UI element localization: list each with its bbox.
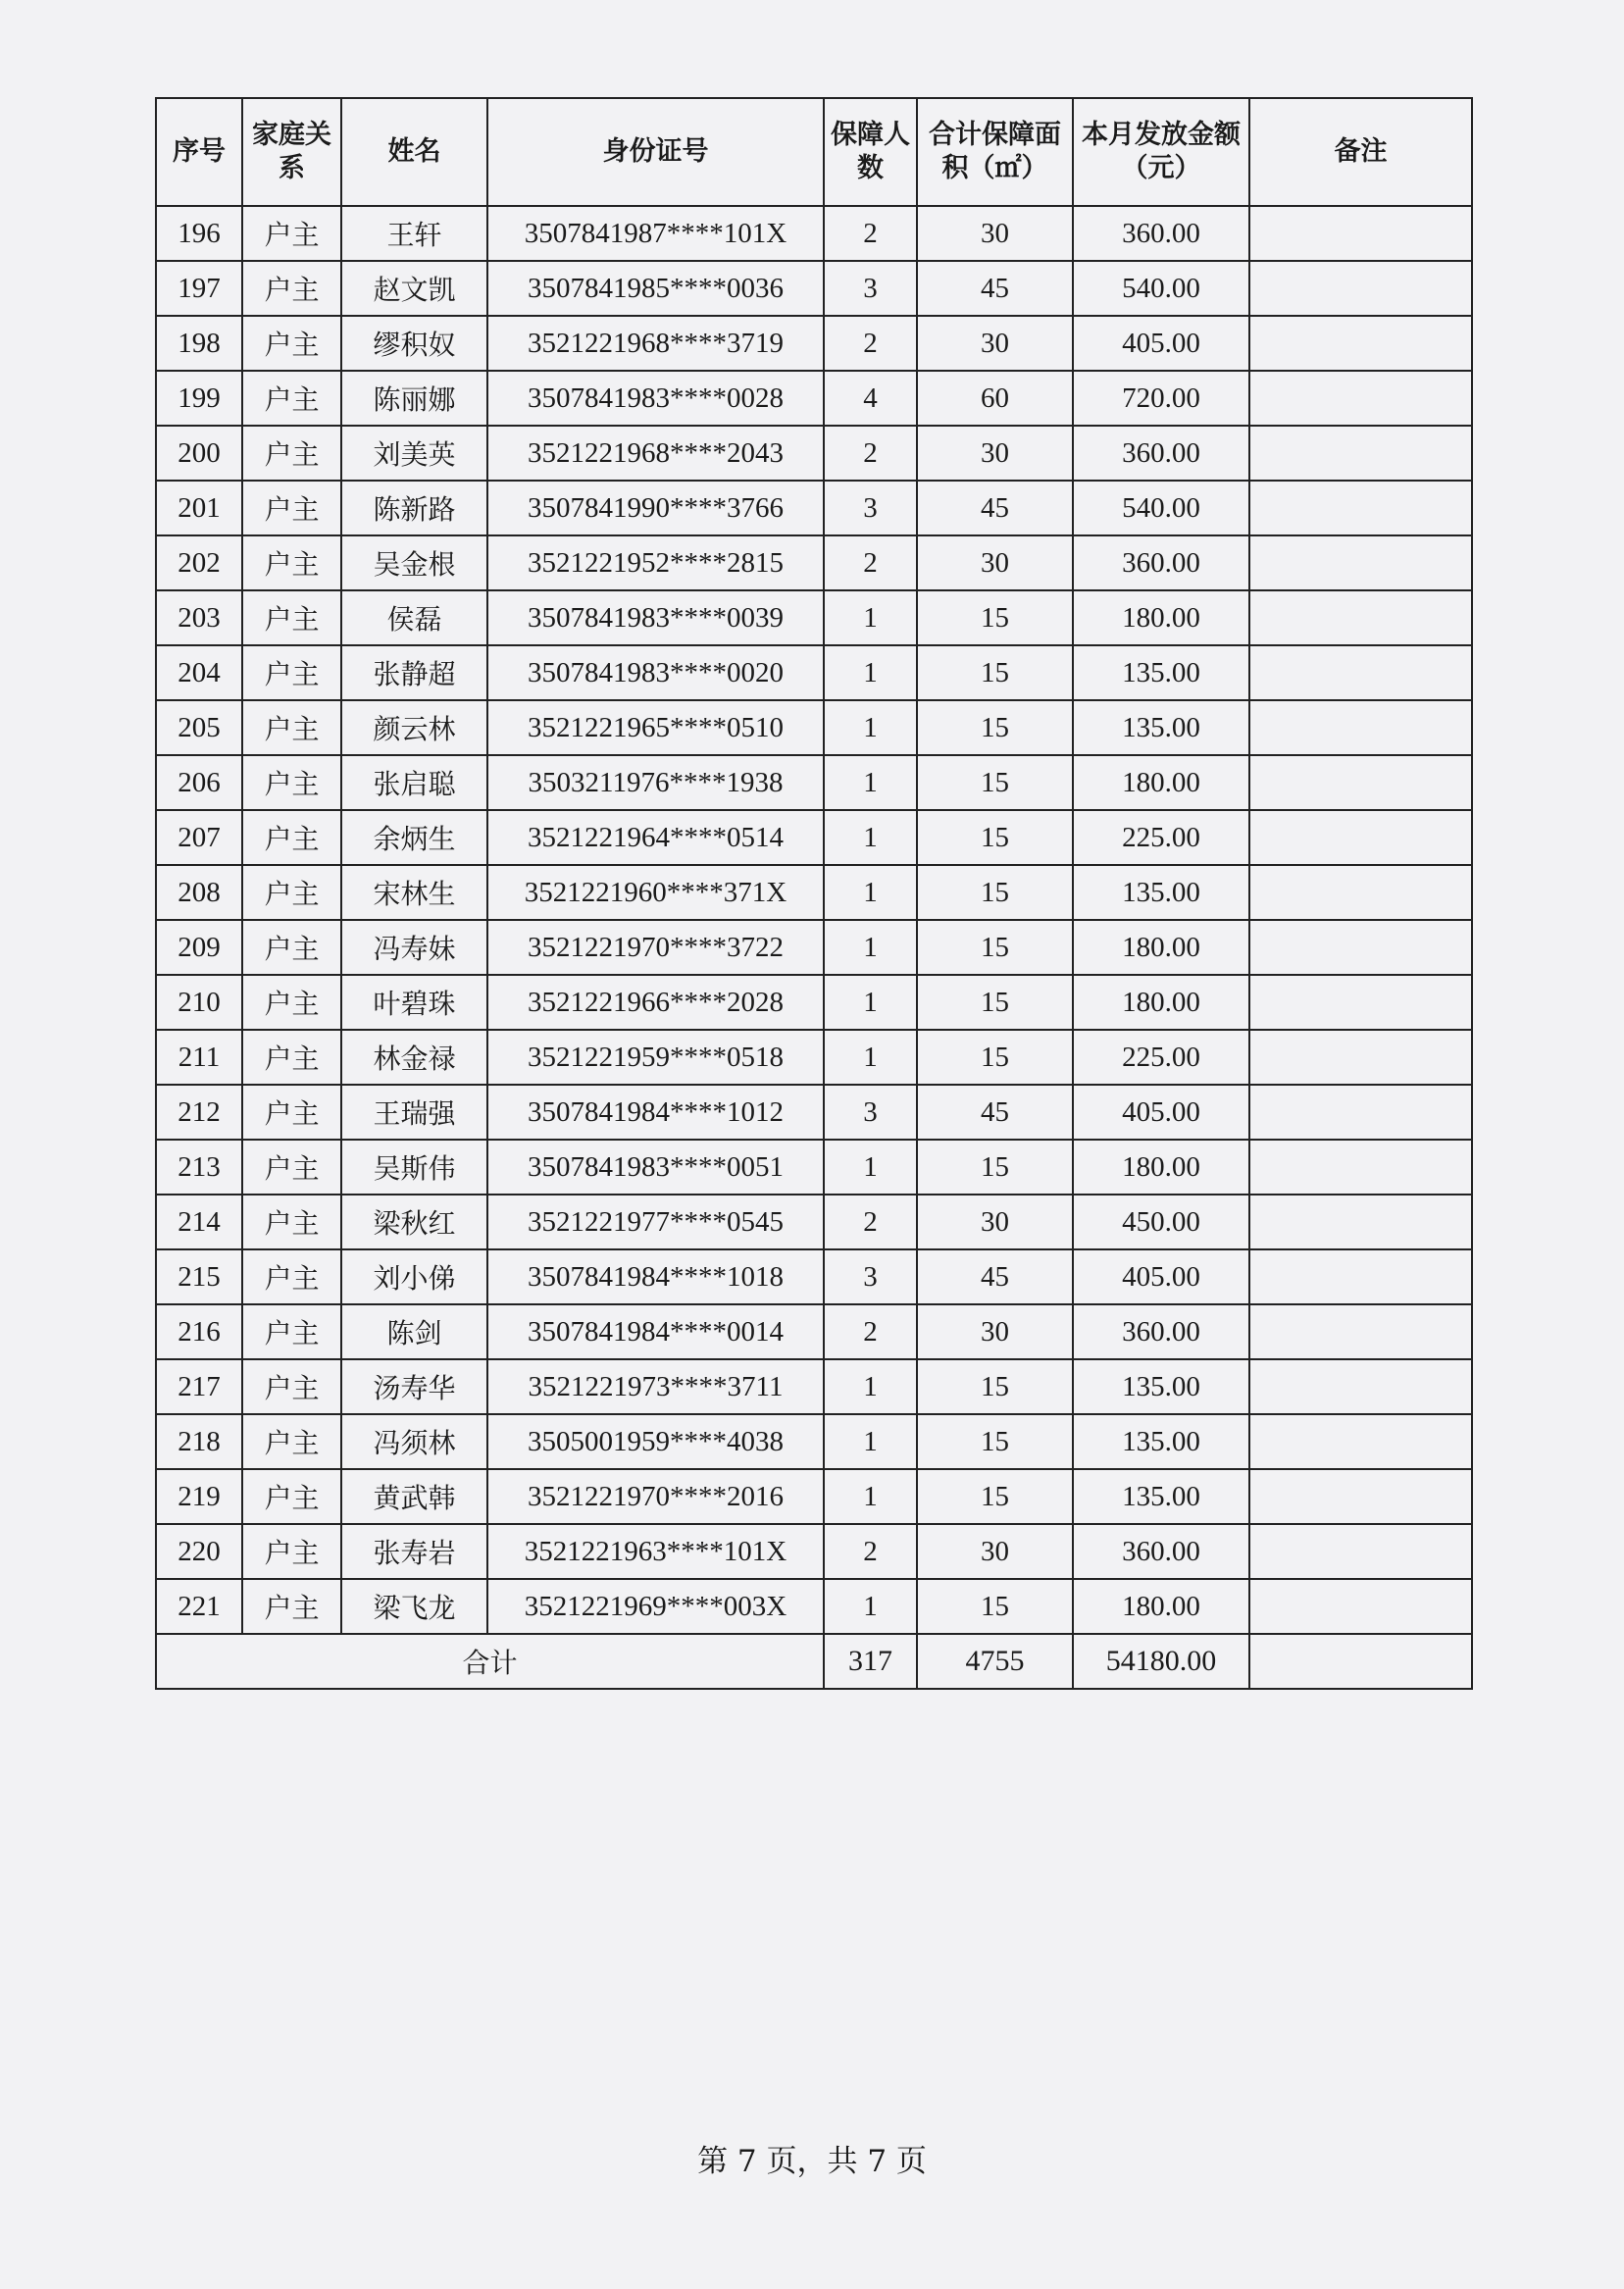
cell-id-number: 3507841984****1012 (487, 1085, 824, 1140)
cell-id-number: 3507841984****1018 (487, 1249, 824, 1304)
table-row (156, 1524, 1472, 1579)
cell-relation: 户主 (242, 865, 341, 920)
cell-id-number: 3521221959****0518 (487, 1030, 824, 1085)
cell-name: 王轩 (341, 206, 487, 261)
cell-remark (1249, 535, 1472, 590)
cell-id-number: 3507841984****0014 (487, 1304, 824, 1359)
cell-area: 45 (917, 261, 1073, 316)
cell-amount: 180.00 (1073, 590, 1249, 645)
cell-amount: 360.00 (1073, 535, 1249, 590)
cell-id-number: 3521221966****2028 (487, 975, 824, 1030)
table-row (156, 1469, 1472, 1524)
cell-area: 15 (917, 1469, 1073, 1524)
cell-id-number: 3503211976****1938 (487, 755, 824, 810)
cell-amount: 135.00 (1073, 645, 1249, 700)
cell-remark (1249, 755, 1472, 810)
cell-remark (1249, 920, 1472, 975)
table-row (156, 1359, 1472, 1414)
cell-relation: 户主 (242, 206, 341, 261)
table-row (156, 865, 1472, 920)
cell-remark (1249, 865, 1472, 920)
cell-relation: 户主 (242, 810, 341, 865)
cell-remark (1249, 316, 1472, 371)
cell-persons: 2 (824, 1195, 917, 1249)
table-row (156, 426, 1472, 481)
cell-seq: 212 (156, 1085, 242, 1140)
table-row (156, 700, 1472, 755)
cell-persons: 1 (824, 590, 917, 645)
cell-area: 30 (917, 426, 1073, 481)
cell-amount: 225.00 (1073, 1030, 1249, 1085)
cell-area: 15 (917, 920, 1073, 975)
cell-area: 15 (917, 755, 1073, 810)
cell-remark (1249, 1249, 1472, 1304)
cell-persons: 1 (824, 755, 917, 810)
header-name: 姓名 (341, 98, 487, 206)
cell-seq: 202 (156, 535, 242, 590)
cell-seq: 211 (156, 1030, 242, 1085)
cell-relation: 户主 (242, 1195, 341, 1249)
cell-remark (1249, 426, 1472, 481)
cell-amount: 405.00 (1073, 1249, 1249, 1304)
cell-area: 45 (917, 1085, 1073, 1140)
cell-seq: 216 (156, 1304, 242, 1359)
cell-seq: 215 (156, 1249, 242, 1304)
cell-persons: 2 (824, 316, 917, 371)
total-row (156, 1634, 1472, 1689)
cell-persons: 1 (824, 1414, 917, 1469)
cell-amount: 450.00 (1073, 1195, 1249, 1249)
cell-area: 15 (917, 700, 1073, 755)
cell-amount: 360.00 (1073, 1524, 1249, 1579)
header-area: 合计保障面积（㎡） (917, 98, 1073, 206)
cell-id-number: 3505001959****4038 (487, 1414, 824, 1469)
cell-persons: 2 (824, 1304, 917, 1359)
cell-relation: 户主 (242, 700, 341, 755)
cell-area: 15 (917, 590, 1073, 645)
cell-amount: 180.00 (1073, 920, 1249, 975)
cell-persons: 1 (824, 1140, 917, 1195)
cell-persons: 3 (824, 1085, 917, 1140)
table-row (156, 755, 1472, 810)
cell-seq: 219 (156, 1469, 242, 1524)
cell-seq: 221 (156, 1579, 242, 1634)
cell-relation: 户主 (242, 261, 341, 316)
cell-name: 吴斯伟 (341, 1140, 487, 1195)
cell-area: 45 (917, 1249, 1073, 1304)
header-amount: 本月发放金额（元） (1073, 98, 1249, 206)
cell-area: 30 (917, 316, 1073, 371)
cell-persons: 2 (824, 535, 917, 590)
cell-relation: 户主 (242, 1359, 341, 1414)
cell-amount: 135.00 (1073, 700, 1249, 755)
cell-id-number: 3521221960****371X (487, 865, 824, 920)
cell-id-number: 3521221965****0510 (487, 700, 824, 755)
cell-relation: 户主 (242, 1414, 341, 1469)
cell-seq: 213 (156, 1140, 242, 1195)
header-persons: 保障人数 (824, 98, 917, 206)
cell-remark (1249, 1195, 1472, 1249)
cell-id-number: 3507841990****3766 (487, 481, 824, 535)
total-area: 4755 (917, 1634, 1073, 1689)
cell-id-number: 3507841983****0020 (487, 645, 824, 700)
cell-seq: 207 (156, 810, 242, 865)
cell-remark (1249, 590, 1472, 645)
cell-amount: 180.00 (1073, 1579, 1249, 1634)
cell-remark (1249, 481, 1472, 535)
cell-id-number: 3521221969****003X (487, 1579, 824, 1634)
cell-seq: 200 (156, 426, 242, 481)
cell-seq: 198 (156, 316, 242, 371)
cell-remark (1249, 700, 1472, 755)
total-persons: 317 (824, 1634, 917, 1689)
cell-seq: 206 (156, 755, 242, 810)
cell-relation: 户主 (242, 1140, 341, 1195)
cell-seq: 209 (156, 920, 242, 975)
cell-remark (1249, 261, 1472, 316)
cell-amount: 135.00 (1073, 1469, 1249, 1524)
cell-seq: 199 (156, 371, 242, 426)
cell-id-number: 3521221963****101X (487, 1524, 824, 1579)
cell-amount: 360.00 (1073, 206, 1249, 261)
cell-persons: 2 (824, 206, 917, 261)
cell-relation: 户主 (242, 1030, 341, 1085)
cell-remark (1249, 1524, 1472, 1579)
cell-relation: 户主 (242, 645, 341, 700)
cell-amount: 180.00 (1073, 1140, 1249, 1195)
cell-id-number: 3521221968****2043 (487, 426, 824, 481)
cell-seq: 197 (156, 261, 242, 316)
cell-relation: 户主 (242, 755, 341, 810)
cell-amount: 405.00 (1073, 316, 1249, 371)
cell-name: 侯磊 (341, 590, 487, 645)
cell-id-number: 3521221970****3722 (487, 920, 824, 975)
cell-area: 30 (917, 535, 1073, 590)
cell-name: 叶碧珠 (341, 975, 487, 1030)
table-row (156, 975, 1472, 1030)
cell-persons: 1 (824, 865, 917, 920)
cell-name: 梁飞龙 (341, 1579, 487, 1634)
cell-name: 王瑞强 (341, 1085, 487, 1140)
allowance-table (155, 97, 1473, 1690)
table-row (156, 590, 1472, 645)
cell-relation: 户主 (242, 975, 341, 1030)
cell-id-number: 3507841983****0028 (487, 371, 824, 426)
cell-persons: 3 (824, 481, 917, 535)
total-amount: 54180.00 (1073, 1634, 1249, 1689)
cell-relation: 户主 (242, 1304, 341, 1359)
cell-area: 15 (917, 1414, 1073, 1469)
cell-amount: 360.00 (1073, 1304, 1249, 1359)
cell-name: 缪积奴 (341, 316, 487, 371)
table-row (156, 920, 1472, 975)
cell-id-number: 3521221952****2815 (487, 535, 824, 590)
cell-area: 30 (917, 1524, 1073, 1579)
cell-persons: 1 (824, 810, 917, 865)
cell-remark (1249, 1030, 1472, 1085)
cell-persons: 1 (824, 920, 917, 975)
cell-persons: 1 (824, 1579, 917, 1634)
cell-name: 吴金根 (341, 535, 487, 590)
cell-name: 林金禄 (341, 1030, 487, 1085)
cell-relation: 户主 (242, 426, 341, 481)
cell-persons: 3 (824, 261, 917, 316)
cell-persons: 1 (824, 975, 917, 1030)
cell-name: 陈剑 (341, 1304, 487, 1359)
cell-name: 刘小俤 (341, 1249, 487, 1304)
cell-remark (1249, 1304, 1472, 1359)
cell-name: 冯寿妹 (341, 920, 487, 975)
table-row (156, 645, 1472, 700)
cell-area: 30 (917, 1195, 1073, 1249)
cell-area: 15 (917, 1579, 1073, 1634)
cell-relation: 户主 (242, 371, 341, 426)
cell-amount: 135.00 (1073, 1414, 1249, 1469)
total-remark (1249, 1634, 1472, 1689)
table-row (156, 1030, 1472, 1085)
cell-persons: 2 (824, 426, 917, 481)
cell-persons: 1 (824, 1359, 917, 1414)
cell-persons: 4 (824, 371, 917, 426)
cell-seq: 196 (156, 206, 242, 261)
cell-relation: 户主 (242, 1579, 341, 1634)
cell-area: 15 (917, 1140, 1073, 1195)
cell-name: 余炳生 (341, 810, 487, 865)
cell-persons: 3 (824, 1249, 917, 1304)
cell-relation: 户主 (242, 316, 341, 371)
cell-name: 黄武韩 (341, 1469, 487, 1524)
cell-amount: 225.00 (1073, 810, 1249, 865)
cell-relation: 户主 (242, 920, 341, 975)
cell-id-number: 3507841983****0051 (487, 1140, 824, 1195)
cell-name: 赵文凯 (341, 261, 487, 316)
cell-name: 张静超 (341, 645, 487, 700)
total-label: 合计 (156, 1634, 824, 1689)
page-number: 第 7 页，共 7 页 (697, 2144, 927, 2179)
cell-area: 15 (917, 1359, 1073, 1414)
cell-name: 颜云林 (341, 700, 487, 755)
cell-remark (1249, 1414, 1472, 1469)
table-row (156, 535, 1472, 590)
table-row (156, 1195, 1472, 1249)
cell-remark (1249, 1469, 1472, 1524)
cell-relation: 户主 (242, 1469, 341, 1524)
cell-relation: 户主 (242, 1524, 341, 1579)
cell-amount: 360.00 (1073, 426, 1249, 481)
cell-id-number: 3507841987****101X (487, 206, 824, 261)
cell-name: 张启聪 (341, 755, 487, 810)
table-row (156, 261, 1472, 316)
cell-persons: 1 (824, 700, 917, 755)
cell-name: 宋林生 (341, 865, 487, 920)
table-row (156, 1304, 1472, 1359)
header-id-number: 身份证号 (487, 98, 824, 206)
cell-id-number: 3521221964****0514 (487, 810, 824, 865)
cell-area: 30 (917, 1304, 1073, 1359)
table-row (156, 316, 1472, 371)
cell-id-number: 3507841983****0039 (487, 590, 824, 645)
table-row (156, 371, 1472, 426)
cell-area: 30 (917, 206, 1073, 261)
cell-amount: 180.00 (1073, 755, 1249, 810)
cell-seq: 210 (156, 975, 242, 1030)
cell-remark (1249, 810, 1472, 865)
cell-relation: 户主 (242, 590, 341, 645)
cell-name: 陈新路 (341, 481, 487, 535)
cell-persons: 1 (824, 645, 917, 700)
cell-seq: 205 (156, 700, 242, 755)
cell-remark (1249, 975, 1472, 1030)
table-row (156, 1579, 1472, 1634)
cell-area: 15 (917, 810, 1073, 865)
header-relation: 家庭关系 (242, 98, 341, 206)
cell-amount: 180.00 (1073, 975, 1249, 1030)
cell-name: 刘美英 (341, 426, 487, 481)
cell-area: 15 (917, 865, 1073, 920)
cell-remark (1249, 1085, 1472, 1140)
cell-seq: 201 (156, 481, 242, 535)
cell-amount: 135.00 (1073, 865, 1249, 920)
cell-relation: 户主 (242, 1085, 341, 1140)
cell-amount: 540.00 (1073, 481, 1249, 535)
cell-area: 45 (917, 481, 1073, 535)
cell-remark (1249, 1140, 1472, 1195)
cell-seq: 214 (156, 1195, 242, 1249)
cell-persons: 1 (824, 1469, 917, 1524)
cell-id-number: 3521221973****3711 (487, 1359, 824, 1414)
header-row (156, 98, 1472, 206)
table-row (156, 1414, 1472, 1469)
cell-id-number: 3521221977****0545 (487, 1195, 824, 1249)
cell-relation: 户主 (242, 1249, 341, 1304)
header-seq: 序号 (156, 98, 242, 206)
cell-relation: 户主 (242, 481, 341, 535)
allowance-table-sheet (155, 97, 1471, 1690)
cell-amount: 720.00 (1073, 371, 1249, 426)
cell-remark (1249, 645, 1472, 700)
cell-id-number: 3507841985****0036 (487, 261, 824, 316)
cell-relation: 户主 (242, 535, 341, 590)
cell-seq: 204 (156, 645, 242, 700)
cell-id-number: 3521221968****3719 (487, 316, 824, 371)
table-row (156, 206, 1472, 261)
cell-area: 15 (917, 645, 1073, 700)
table-row (156, 1140, 1472, 1195)
cell-persons: 2 (824, 1524, 917, 1579)
cell-id-number: 3521221970****2016 (487, 1469, 824, 1524)
cell-amount: 135.00 (1073, 1359, 1249, 1414)
cell-remark (1249, 1359, 1472, 1414)
cell-name: 汤寿华 (341, 1359, 487, 1414)
cell-area: 60 (917, 371, 1073, 426)
cell-amount: 540.00 (1073, 261, 1249, 316)
cell-name: 陈丽娜 (341, 371, 487, 426)
cell-remark (1249, 206, 1472, 261)
cell-seq: 217 (156, 1359, 242, 1414)
cell-persons: 1 (824, 1030, 917, 1085)
cell-name: 冯须林 (341, 1414, 487, 1469)
table-row (156, 481, 1472, 535)
cell-area: 15 (917, 975, 1073, 1030)
cell-remark (1249, 371, 1472, 426)
cell-seq: 208 (156, 865, 242, 920)
cell-name: 张寿岩 (341, 1524, 487, 1579)
cell-seq: 203 (156, 590, 242, 645)
header-remark: 备注 (1249, 98, 1472, 206)
table-body (156, 206, 1472, 1634)
cell-area: 15 (917, 1030, 1073, 1085)
cell-name: 梁秋红 (341, 1195, 487, 1249)
cell-amount: 405.00 (1073, 1085, 1249, 1140)
cell-seq: 220 (156, 1524, 242, 1579)
cell-remark (1249, 1579, 1472, 1634)
table-row (156, 810, 1472, 865)
table-row (156, 1085, 1472, 1140)
cell-seq: 218 (156, 1414, 242, 1469)
table-row (156, 1249, 1472, 1304)
